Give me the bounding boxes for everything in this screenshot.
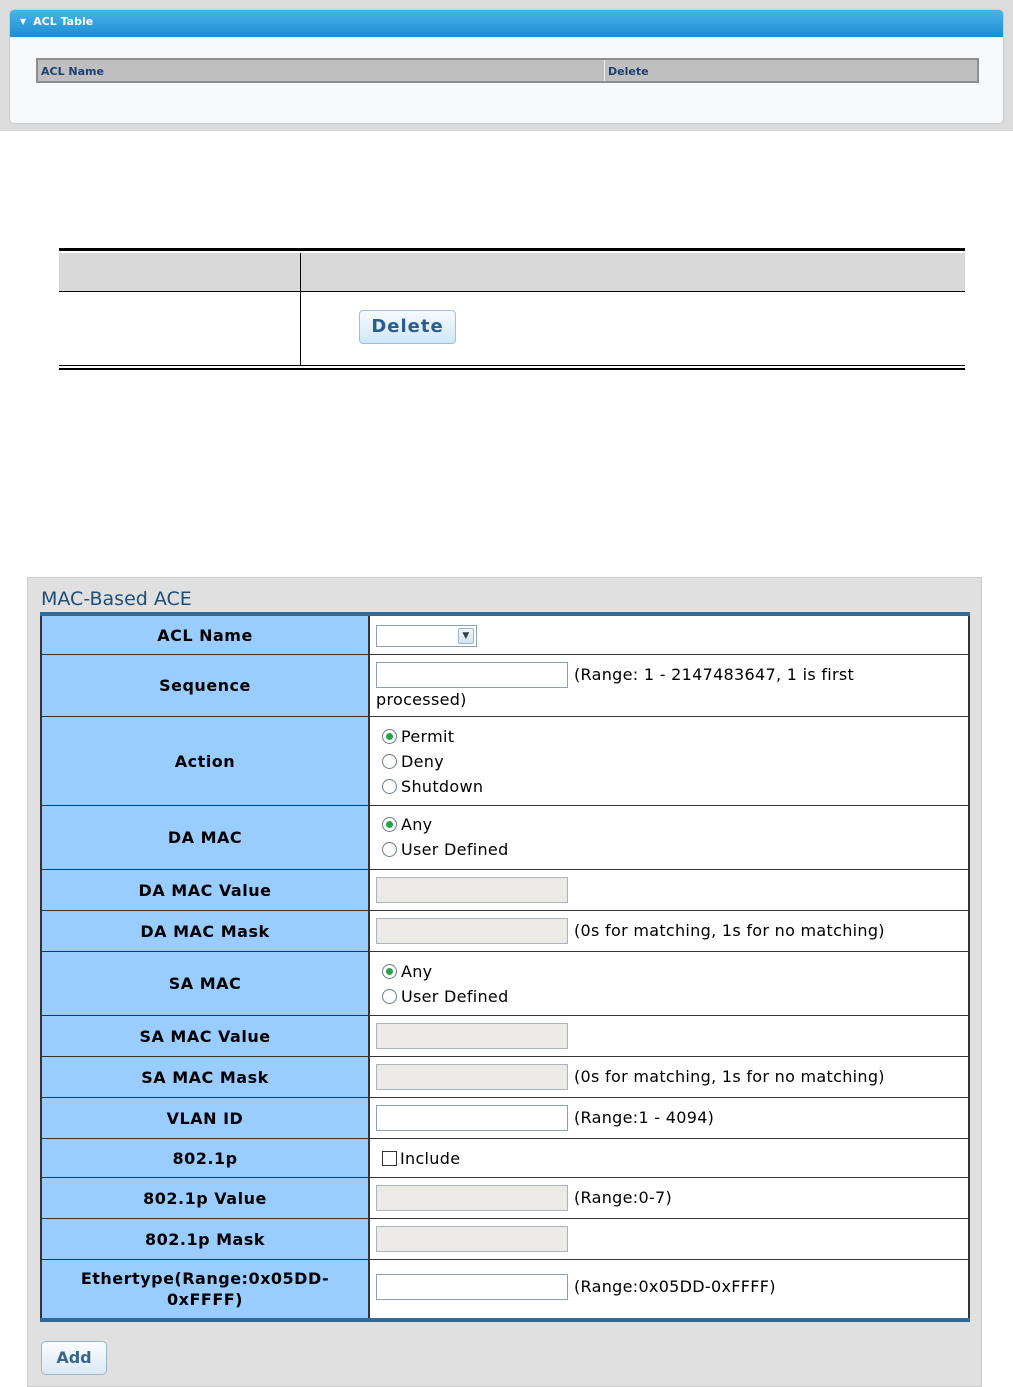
label-8021p-mask: 802.1p Mask	[40, 1219, 370, 1259]
add-button[interactable]: Add	[41, 1341, 107, 1375]
label-action: Action	[40, 717, 370, 805]
row-acl-name	[40, 616, 970, 655]
radio-option-sa-user-defined[interactable]	[382, 987, 509, 1006]
row-sa-mac-value	[40, 1016, 970, 1057]
include-8021p-option[interactable]	[382, 1149, 460, 1168]
label-sequence: Sequence	[40, 655, 370, 716]
delete-description-table	[59, 248, 965, 371]
column-header-delete: Delete	[608, 65, 649, 78]
ethertype-range-note: (Range:0x05DD-0xFFFF)	[574, 1277, 776, 1296]
da-mac-value-input[interactable]	[376, 877, 568, 903]
radio-option-da-any[interactable]	[382, 815, 432, 834]
vlan-id-input[interactable]	[376, 1105, 568, 1131]
label-sa-mac: SA MAC	[40, 952, 370, 1015]
acl-table-header-row	[36, 58, 979, 83]
value-acl-name	[370, 616, 970, 654]
sequence-range-note-cont: processed)	[376, 690, 467, 709]
acl-table-title: ACL Table	[33, 15, 94, 28]
ethertype-input[interactable]	[376, 1274, 568, 1300]
sa-mac-mask-input[interactable]	[376, 1064, 568, 1090]
value-8021p-mask	[370, 1219, 970, 1259]
label-sa-mac-mask: SA MAC Mask	[40, 1057, 370, 1097]
include-8021p-label: Include	[400, 1149, 461, 1168]
sa-mac-mask-note: (0s for matching, 1s for no matching)	[574, 1067, 885, 1086]
table-bottom-rule	[59, 365, 965, 366]
radio-label-deny: Deny	[401, 752, 444, 771]
radio-option-sa-any[interactable]	[382, 962, 432, 981]
label-da-mac-mask: DA MAC Mask	[40, 911, 370, 951]
radio-shutdown[interactable]	[382, 779, 397, 794]
delete-button[interactable]: Delete	[359, 310, 456, 344]
table-header-rule	[59, 291, 965, 292]
value-sa-mac-mask	[370, 1057, 970, 1097]
da-mac-mask-note: (0s for matching, 1s for no matching)	[574, 921, 885, 940]
row-da-mac-mask	[40, 911, 970, 952]
sa-mac-value-input[interactable]	[376, 1023, 568, 1049]
label-ethertype-line2: 0xFFFF)	[167, 1290, 243, 1309]
da-mac-mask-input[interactable]	[376, 918, 568, 944]
label-8021p-value: 802.1p Value	[40, 1178, 370, 1218]
label-acl-name: ACL Name	[40, 616, 370, 654]
radio-sa-any[interactable]	[382, 964, 397, 979]
radio-label-sa-any: Any	[401, 962, 433, 981]
sequence-input[interactable]	[376, 662, 568, 688]
chevron-down-icon[interactable]: ▼	[458, 628, 474, 644]
value-8021p	[370, 1139, 970, 1177]
value-sa-mac	[370, 952, 970, 1015]
radio-label-permit: Permit	[401, 727, 455, 746]
label-ethertype-text	[81, 1268, 329, 1310]
table-header-row	[59, 253, 965, 291]
table-bottom-rule-thick	[59, 368, 965, 370]
acl-table-panel-body	[9, 9, 1004, 124]
row-8021p-mask	[40, 1219, 970, 1260]
radio-deny[interactable]	[382, 754, 397, 769]
value-sa-mac-value	[370, 1016, 970, 1056]
table-column-divider	[300, 253, 301, 365]
radio-da-any[interactable]	[382, 817, 397, 832]
acl-table-panel-header[interactable]	[10, 10, 1003, 37]
value-vlan-id	[370, 1098, 970, 1138]
radio-label-da-user-defined: User Defined	[401, 840, 509, 859]
radio-da-user-defined[interactable]	[382, 842, 397, 857]
acl-name-select[interactable]	[376, 625, 477, 647]
8021p-value-range-note: (Range:0-7)	[574, 1188, 673, 1207]
caret-down-icon[interactable]: ▼	[20, 17, 27, 26]
label-ethertype-line1: Ethertype(Range:0x05DD-	[80, 1269, 330, 1288]
row-8021p-value	[40, 1178, 970, 1219]
value-da-mac-value	[370, 870, 970, 910]
panel-title: MAC-Based ACE	[41, 588, 192, 610]
row-sequence	[40, 655, 970, 717]
row-vlan-id	[40, 1098, 970, 1139]
label-8021p: 802.1p	[40, 1139, 370, 1177]
radio-option-da-user-defined[interactable]	[382, 840, 509, 859]
label-da-mac-value: DA MAC Value	[40, 870, 370, 910]
row-8021p	[40, 1139, 970, 1178]
row-ethertype	[40, 1260, 970, 1318]
radio-option-shutdown[interactable]	[382, 777, 483, 796]
radio-label-sa-user-defined: User Defined	[401, 987, 509, 1006]
radio-permit[interactable]	[382, 729, 397, 744]
acl-table-panel	[0, 0, 1013, 131]
value-ethertype	[370, 1260, 970, 1318]
value-8021p-value	[370, 1178, 970, 1218]
radio-label-shutdown: Shutdown	[401, 777, 484, 796]
row-sa-mac	[40, 952, 970, 1016]
vlan-id-range-note: (Range:1 - 4094)	[574, 1108, 715, 1127]
label-sa-mac-value: SA MAC Value	[40, 1016, 370, 1056]
row-action	[40, 717, 970, 806]
radio-label-da-any: Any	[401, 815, 433, 834]
label-vlan-id: VLAN ID	[40, 1098, 370, 1138]
row-da-mac-value	[40, 870, 970, 911]
row-sa-mac-mask	[40, 1057, 970, 1098]
label-da-mac: DA MAC	[40, 806, 370, 869]
value-da-mac	[370, 806, 970, 869]
8021p-mask-input[interactable]	[376, 1226, 568, 1252]
sequence-range-note: (Range: 1 - 2147483647, 1 is first	[574, 665, 855, 684]
value-da-mac-mask	[370, 911, 970, 951]
include-8021p-checkbox[interactable]	[382, 1151, 397, 1166]
value-action	[370, 717, 970, 805]
table-top-rule	[59, 248, 965, 251]
value-sequence	[370, 655, 970, 716]
radio-sa-user-defined[interactable]	[382, 989, 397, 1004]
radio-option-permit[interactable]	[382, 727, 454, 746]
ace-form-table	[40, 612, 970, 1322]
radio-option-deny[interactable]	[382, 752, 444, 771]
label-ethertype	[40, 1260, 370, 1318]
8021p-value-input[interactable]	[376, 1185, 568, 1211]
column-divider	[604, 60, 605, 81]
column-header-acl-name: ACL Name	[41, 65, 104, 78]
row-da-mac	[40, 806, 970, 870]
mac-based-ace-panel	[27, 577, 982, 1387]
